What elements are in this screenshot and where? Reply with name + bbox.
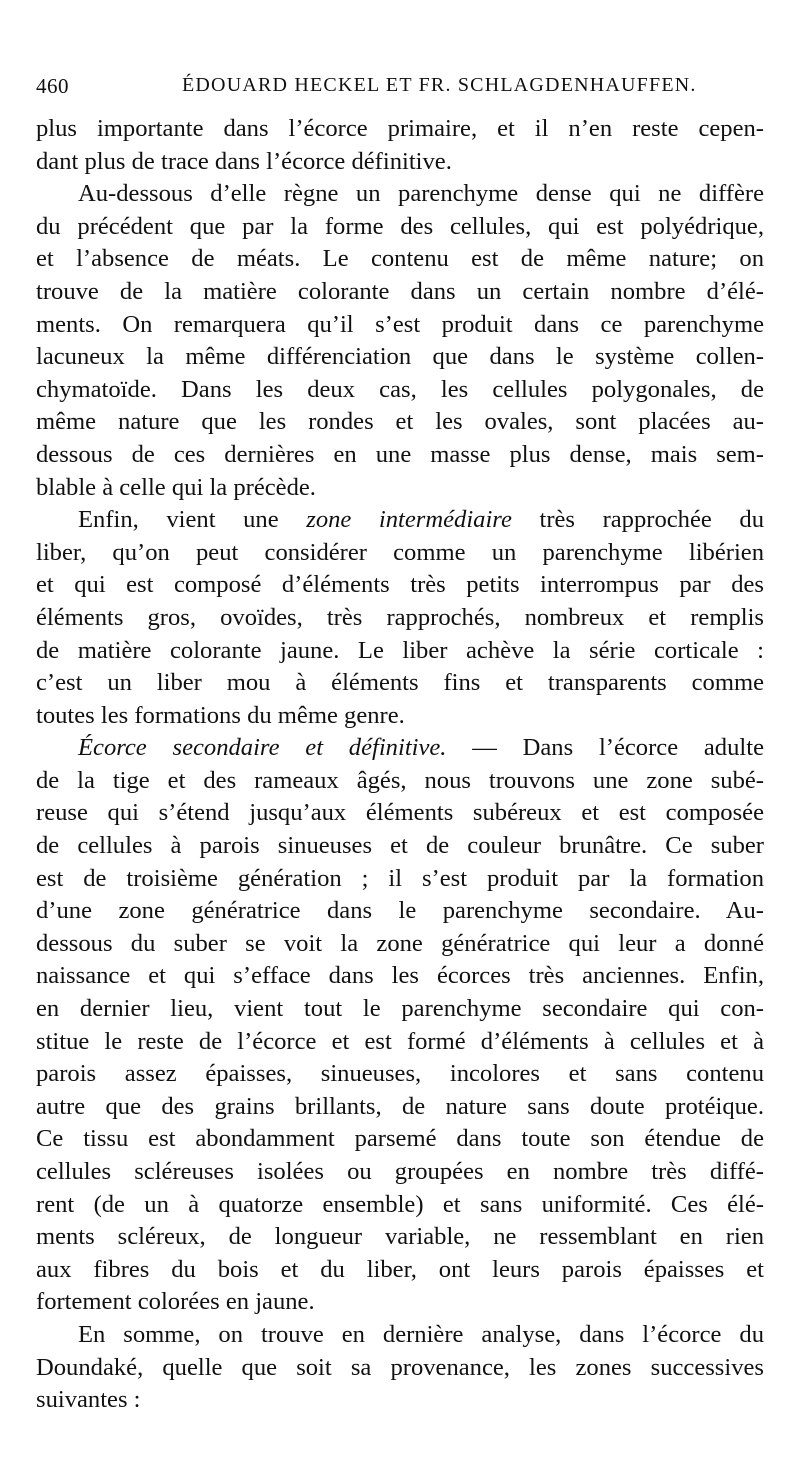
text-segment: très rapprochée du <box>539 506 764 534</box>
text-line: fortement colorées en jaune. <box>36 1288 315 1316</box>
text-line: est de troisième génération ; il s’est produit par la formation <box>36 864 764 892</box>
text-line: liber, qu’on peut considérer comme un parenchyme libérien <box>36 538 764 566</box>
text-line: d’une zone génératrice dans le parenchyme secondaire. Au- <box>36 897 764 925</box>
text-line: et qui est composé d’éléments très petits interrompus par des <box>36 571 764 599</box>
text-line: naissance et qui s’efface dans les écorces très anciennes. Enfin, <box>36 962 764 990</box>
text-line: En somme, on trouve en dernière analyse, dans l’écorce du <box>78 1320 764 1348</box>
text-line: aux fibres du bois et du liber, ont leurs parois épaisses et <box>36 1255 764 1283</box>
text-line: de matière colorante jaune. Le liber achève la série corticale : <box>36 636 764 664</box>
header-title: ÉDOUARD HECKEL ET FR. SCHLAGDENHAUFFEN. <box>182 74 697 96</box>
text-line: et l’absence de méats. Le contenu est de même nature; on <box>36 245 764 273</box>
text-line: blable à celle qui la précède. <box>36 473 316 501</box>
text-line: Doundaké, quelle que soit sa provenance, les zones successives <box>36 1353 764 1381</box>
text-line: toutes les formations du même genre. <box>36 701 405 729</box>
text-line: rent (de un à quatorze ensemble) et sans uniformité. Ces élé- <box>36 1190 764 1218</box>
text-line: suivantes : <box>36 1386 141 1414</box>
text-line: chymatoïde. Dans les deux cas, les cellules polygonales, de <box>36 375 764 403</box>
text-line: éléments gros, ovoïdes, très rapprochés, nombreux et remplis <box>36 603 764 631</box>
text-segment: Enfin, vient une <box>78 506 279 534</box>
text-line <box>36 504 764 537</box>
text-line: même nature que les rondes et les ovales, sont placées au- <box>36 408 764 436</box>
text-line: du précédent que par la forme des cellules, qui est polyédrique, <box>36 212 764 240</box>
text-line: lacuneux la même différenciation que dans le système collen- <box>36 343 764 371</box>
text-line: Ce tissu est abondamment parsemé dans toute son étendue de <box>36 1125 764 1153</box>
text-line: parois assez épaisses, sinueuses, incolores et sans contenu <box>36 1060 764 1088</box>
body-text <box>36 113 764 1417</box>
text-segment: — Dans l’écorce adulte <box>472 734 764 762</box>
section-heading: Écorce secondaire et définitive. <box>78 734 447 762</box>
text-line: trouve de la matière colorante dans un certain nombre d’élé- <box>36 277 764 305</box>
text-line: reuse qui s’étend jusqu’aux éléments subéreux et est composée <box>36 799 764 827</box>
text-line: dant plus de trace dans l’écorce définitive. <box>36 147 452 175</box>
text-line: en dernier lieu, vient tout le parenchyme secondaire qui con- <box>36 995 764 1023</box>
text-line: plus importante dans l’écorce primaire, et il n’en reste cepen- <box>36 115 764 142</box>
text-line <box>36 732 764 765</box>
running-header <box>36 74 764 104</box>
text-line: Au-dessous d’elle règne un parenchyme dense qui ne diffère <box>78 180 764 208</box>
italic-term: zone intermédiaire <box>306 506 512 534</box>
text-line: de la tige et des rameaux âgés, nous trouvons une zone subé- <box>36 766 764 794</box>
page-number: 460 <box>36 74 69 98</box>
text-line: de cellules à parois sinueuses et de couleur brunâtre. Ce suber <box>36 832 764 860</box>
text-line: stitue le reste de l’écorce et est formé d’éléments à cellules et à <box>36 1027 764 1055</box>
text-line: cellules scléreuses isolées ou groupées en nombre très diffé- <box>36 1158 764 1185</box>
text-line: ments scléreux, de longueur variable, ne ressemblant en rien <box>36 1223 764 1251</box>
text-line: c’est un liber mou à éléments fins et transparents comme <box>36 669 764 697</box>
text-line: ments. On remarquera qu’il s’est produit dans ce parenchyme <box>36 310 764 338</box>
text-line: autre que des grains brillants, de nature sans doute protéique. <box>36 1092 764 1120</box>
text-line: dessous du suber se voit la zone génératrice qui leur a donné <box>36 929 764 957</box>
text-line: dessous de ces dernières en une masse plus dense, mais sem- <box>36 440 764 468</box>
